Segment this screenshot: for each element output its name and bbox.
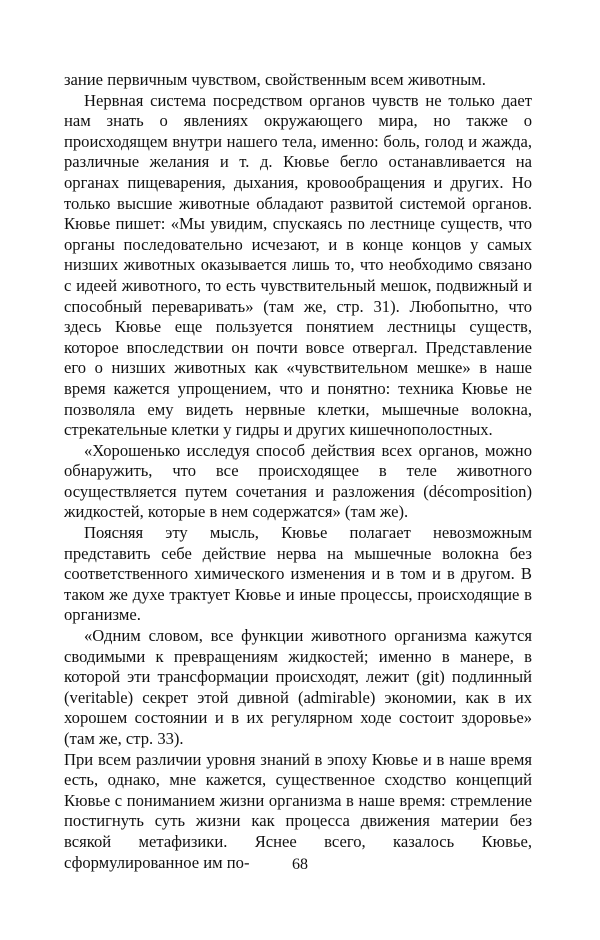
paragraph-nervous-system: Нервная система посредством органов чувств не только дает нам знать о явлениях окружающего мира, но также о происходящем внутри нашего тела, именно: боль, голод и жажда, различные желания и т. д. Кювье бегло останавливается на органах пищеварения, дыхания, кровообращения и других. Но только высшие животные обладают развитой системой органов. Кювье пишет: «Мы увидим, спускаясь по лестнице существ, что органы последовательно исчезают, и в конце концов у самых низших животных оказывается лишь то, что необходимо связано с идеей животного, то есть чувствительный мешок, подвижный и способный переваривать» (там же, стр. 31). Любопытно, что здесь Кювье еще пользуется понятием лестницы существ, которое впоследствии он почти вовсе отвергал. Представление его о низших животных как «чувствительном мешке» в наше время кажется упрощением, что и понятно: техника Кювье не позволяла ему видеть нервные клетки, мышечные волокна, стрекательные клетки у гидры и других кишечнополостных. <box>64 90 532 440</box>
paragraph-quote-organs: «Хорошенько исследуя способ действия всех органов, можно обнаружить, что все происходящее в теле животного осуществляется путем сочетания и разложения (décomposition) жидкостей, которые в нем содержатся» (там же). <box>64 440 532 522</box>
paragraph-explanation: Поясняя эту мысль, Кювье полагает невозможным представить себе действие нерва на мышечные волокна без соответственного химического изменения и в том и в другом. В таком же духе трактует Кювье и иные процессы, происходящие в организме. <box>64 523 532 625</box>
page-number: 68 <box>292 856 308 873</box>
paragraph-continuation: зание первичным чувством, свойственным всем животным. <box>64 70 486 89</box>
page-body <box>64 70 532 873</box>
paragraph-comparison: При всем различии уровня знаний в эпоху Кювье и в наше время есть, однако, мне кажется, существенное сходство концепций Кювье с пониманием жизни организма в наше время: стремление постигнуть суть жизни как процесса движения материи без всякой метафизики. Яснее всего, казалось Кювье, сформулированное им по- <box>64 749 532 872</box>
paragraph-quote-functions: «Одним словом, все функции животного организма кажутся сводимыми к превращениям жидкостей; именно в манере, в которой эти трансформации происходят, лежит (git) подлинный (veritable) секрет этой дивной (admirable) экономии, как в их хорошем состоянии и в их регулярном ходе состоит здоровье» (там же, стр. 33). <box>64 626 532 748</box>
